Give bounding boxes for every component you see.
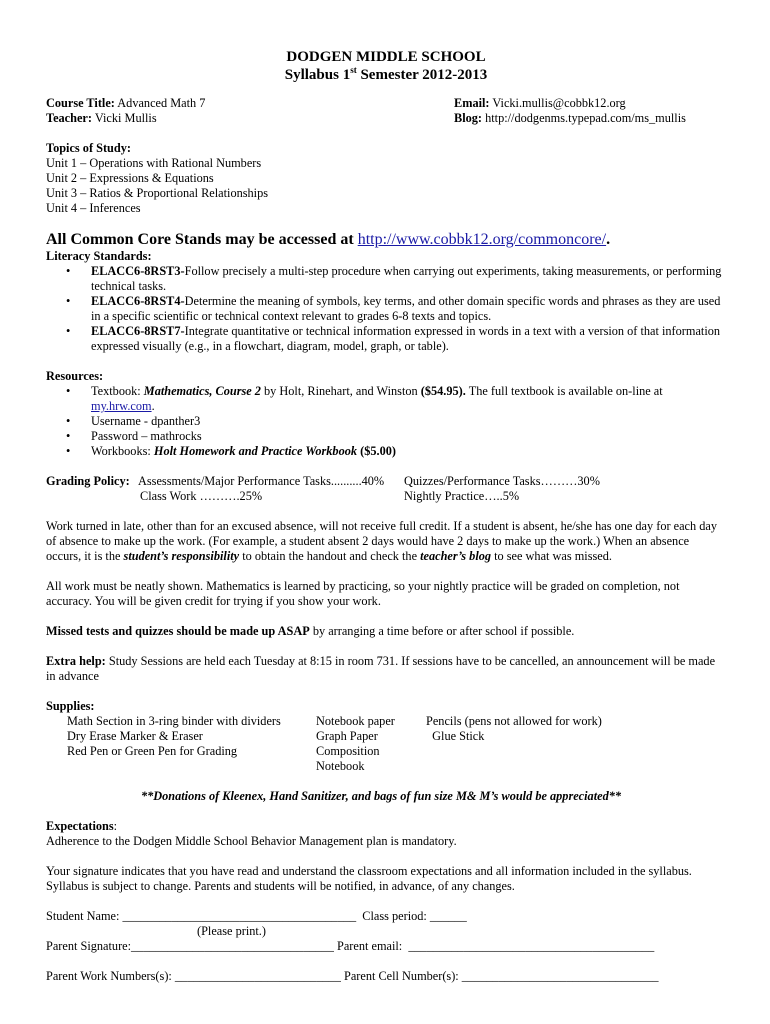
password-item: • Password – mathrocks [91,429,726,444]
missed-tests-paragraph: Missed tests and quizzes should be made up ASAP by arranging a time before or after school if possible. [46,624,575,638]
literacy-list [46,264,726,354]
literacy-standards [46,249,726,354]
syllabus-title: Syllabus 1st Semester 2012-2013 [284,65,488,83]
grading-assessments: Assessments/Major Performance Tasks..........40% [138,474,385,488]
unit-item: Unit 4 – Inferences [46,201,141,215]
literacy-item: • ELACC6-8RST3-Follow precisely a multi-step procedure when carrying out experiments, taking measurements, or performing technical tasks. [91,264,726,294]
supply-item: Math Section in 3-ring binder with dividers [67,714,281,728]
course-info [46,96,726,126]
grading-policy [46,474,726,504]
supplies [46,699,726,774]
grading-quizzes: Quizzes/Performance Tasks………30% [404,474,600,488]
username-item: • Username - dpanther3 [91,414,726,429]
supply-item [426,744,626,774]
resources-list [46,384,726,459]
school-title: DODGEN MIDDLE SCHOOL [286,49,486,65]
workbooks-item: • Workbooks: Holt Homework and Practice Workbook ($5.00) [91,444,726,459]
expectations-heading: Expectations: [46,819,118,833]
supply-item: Red Pen or Green Pen for Grading [67,744,238,758]
extra-help-paragraph: Extra help: Study Sessions are held each Tuesday at 8:15 in room 731. If sessions have to be cancelled, an announcement will be made in advance [46,654,716,683]
supply-item: Composition Notebook [316,744,380,773]
supplies-heading: Supplies: [46,699,95,713]
neat-work-paragraph: All work must be neatly shown. Mathematics is learned by practicing, so your nightly practice will be graded on completion, not accuracy. You will be given credit for trying if you show your work. [46,579,680,608]
supply-item: Pencils (pens not allowed for work) [426,714,602,728]
unit-item: Unit 1 – Operations with Rational Numbers [46,156,262,170]
parent-numbers-line[interactable]: Parent Work Numbers(s): ___________________________ Parent Cell Number(s): ________________________________ [46,969,659,983]
textbook-item: • Textbook: Mathematics, Course 2 by Holt, Rinehart, and Winston ($54.95). The full textbook is available on-line at my.hrw.com. [91,384,726,414]
blog-line: Blog: http://dodgenms.typepad.com/ms_mullis [454,111,686,125]
supply-item: Glue Stick [426,729,485,743]
teacher-line: Teacher: Vicki Mullis [46,111,157,125]
unit-item: Unit 3 – Ratios & Proportional Relationships [46,186,269,200]
resources [46,369,726,459]
common-core-heading: All Common Core Stands may be accessed at http://www.cobbk12.org/commoncore/. [46,231,611,248]
topics-of-study [46,141,726,216]
resources-heading: Resources: [46,369,104,383]
expectations-text: Adherence to the Dodgen Middle School Behavior Management plan is mandatory. [46,834,457,848]
supply-item: Notebook paper [316,714,395,728]
supplies-grid [46,714,726,774]
donations-note: **Donations of Kleenex, Hand Sanitizer, and bags of fun size M& M’s would be appreciated** [140,789,622,803]
email-line: Email: Vicki.mullis@cobbk12.org [454,96,626,110]
grading-classwork: Class Work ……….25% [140,489,263,503]
course-title-line: Course Title: Advanced Math 7 [46,96,206,110]
expectations [46,819,726,849]
literacy-item: • ELACC6-8RST7-Integrate quantitative or technical information expressed in words in a text with a version of that information expressed visually (e.g., in a flowchart, diagram, model, graph, or table). [91,324,726,354]
parent-signature-line[interactable]: Parent Signature:_________________________________ Parent email: ________________________________________ [46,939,655,953]
student-name-line[interactable]: Student Name: ______________________________________ Class period: ______ [46,909,467,923]
signature-note: Your signature indicates that you have read and understand the classroom expectations and all information included in the syllabus. Syllabus is subject to change. Parents and students will be notified, in advance, of any changes. [46,864,692,893]
grading-nightly: Nightly Practice…..5% [404,489,520,503]
common-core-link[interactable]: http://www.cobbk12.org/commoncore/ [357,231,607,248]
literacy-item: • ELACC6-8RST4-Determine the meaning of symbols, key terms, and other domain specific words and phrases as they are used in a specific scientific or technical context relevant to grades 6-8 texts and topics. [91,294,726,324]
unit-item: Unit 2 – Expressions & Equations [46,171,214,185]
hrw-link[interactable]: my.hrw.com [91,399,152,413]
literacy-heading: Literacy Standards: [46,249,152,263]
supply-item: Graph Paper [316,729,378,743]
late-work-paragraph: Work turned in late, other than for an excused absence, will not receive full credit. If a student is absent, he/she has one day for each day of absence to make up the work. (For example, a student absent 2 days would have 2 days to make up the work.) When an absence occurs, it is the student’s responsibility to obtain the handout and check the teacher’s blog to see what was missed. [46,519,717,563]
grading-label: Grading Policy: [46,474,130,488]
supply-item: Dry Erase Marker & Eraser [67,729,203,743]
please-print-label: (Please print.) [197,924,266,938]
topics-heading: Topics of Study: [46,141,131,155]
syllabus-page [46,0,726,984]
